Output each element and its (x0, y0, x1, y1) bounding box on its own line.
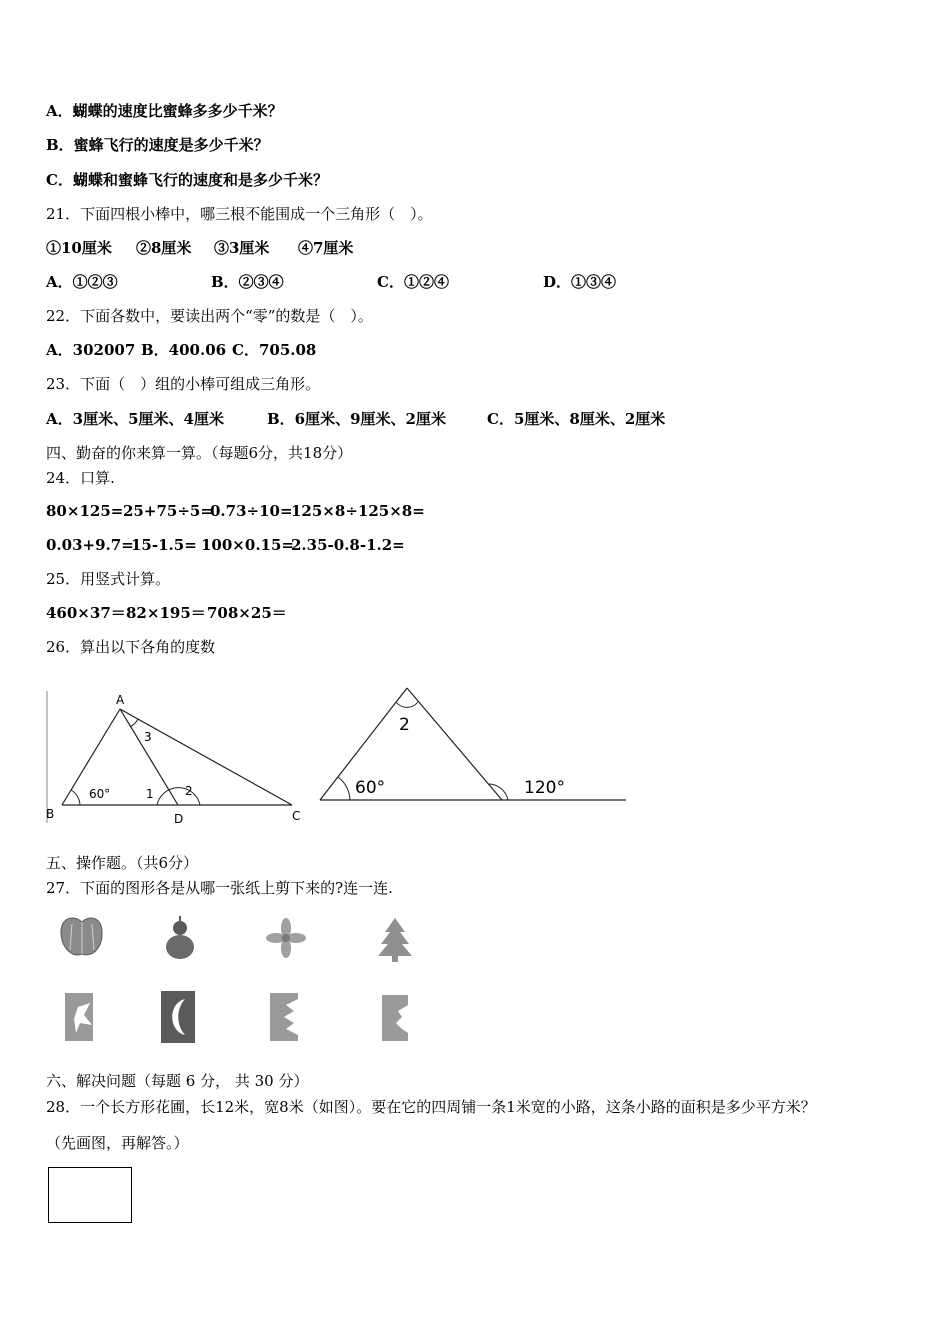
fig1-angle-2: 2 (185, 784, 193, 798)
q21-stick-4: ④7厘米 (298, 239, 354, 257)
apple-shape-icon (61, 918, 102, 955)
q28-rectangle-figure (48, 1167, 132, 1223)
q26-figure-1 (40, 685, 310, 830)
fig1-angle-3: 3 (144, 730, 152, 744)
q23-option-a: A．3厘米、5厘米、4厘米 (46, 410, 224, 428)
fig1-angle-1: 1 (146, 787, 154, 801)
q21-stick-2: ②8厘米 (136, 239, 192, 257)
q22-stem: 22．下面各数中，要读出两个“零”的数是（ ）。 (46, 307, 373, 325)
q24-row2 (46, 535, 405, 555)
q23-stem: 23．下面（ ）组的小棒可组成三角形。 (46, 375, 321, 393)
q23-option-b: B．6厘米、9厘米、2厘米 (267, 410, 446, 428)
q26-stem: 26．算出以下各角的度数 (46, 638, 216, 656)
q27-shapes-top (40, 908, 440, 968)
q21-stick-3: ③3厘米 (214, 239, 270, 257)
q25-item: 708×25＝ (207, 604, 287, 622)
fig1-label-b: B (46, 807, 55, 821)
q27-shapes-bottom (40, 985, 440, 1050)
section4-title: 四、勤奋的你来算一算。（每题6分，共18分） (46, 444, 353, 462)
q24-item: 0.73÷10= (210, 502, 293, 520)
q23-options (46, 409, 665, 429)
q24-item: 125×8÷125×8= (291, 502, 425, 520)
fig2-angle-left: 60° (355, 778, 386, 798)
q21-option-d: D．①③④ (543, 273, 617, 291)
fig2-angle-top: 2 (399, 715, 410, 735)
q21-stick-1: ①10厘米 (46, 239, 112, 257)
q25-stem: 25．用竖式计算。 (46, 570, 171, 588)
q23-option-c: C．5厘米、8厘米、2厘米 (487, 410, 666, 428)
fig1-label-c: C (292, 809, 301, 823)
paper-2-icon (161, 991, 195, 1043)
q25-items (46, 603, 287, 623)
paper-3-icon (270, 993, 298, 1041)
fig1-arc-a (130, 719, 138, 727)
q20-option-c: C．蝴蝶和蜜蜂飞行的速度和是多少千米？ (46, 171, 328, 189)
q21-options (46, 272, 616, 292)
fig2-arc-top (396, 702, 418, 707)
q21-sticks (46, 238, 353, 258)
q24-stem: 24．口算. (46, 469, 115, 487)
q24-item: 25+75÷5= (123, 502, 213, 520)
section6-title: 六、解决问题（每题 6 分， 共 30 分） (46, 1072, 309, 1090)
section5-title: 五、操作题。（共6分） (46, 854, 199, 872)
q24-item: 80×125= (46, 502, 124, 520)
q28-note: （先画图，再解答。） (46, 1134, 189, 1152)
fig1-label-a: A (116, 693, 125, 707)
fig1-label-d: D (174, 812, 184, 826)
q24-item: 100×0.15= (201, 536, 294, 554)
paper-4-icon (382, 995, 408, 1041)
q21-stem: 21．下面四根小棒中，哪三根不能围成一个三角形（ ）。 (46, 205, 433, 223)
q20-option-a: A．蝴蝶的速度比蜜蜂多多少千米？ (46, 102, 283, 120)
fig1-arc-b (71, 790, 80, 805)
q22-options (46, 340, 316, 360)
flower-shape-icon (266, 918, 306, 958)
q24-item: 2.35-0.8-1.2= (291, 536, 405, 554)
fig1-arc-d (157, 788, 200, 805)
q25-item: 82×195＝ (126, 604, 206, 622)
fig1-angle-b: 60° (89, 787, 111, 801)
q22-option-b: B．400.06 (141, 341, 227, 359)
q24-item: 15-1.5= (131, 536, 197, 554)
paper-1-icon (65, 993, 93, 1041)
fig2-right-side (407, 688, 502, 800)
q24-item: 0.03+9.7= (46, 536, 134, 554)
q27-stem: 27．下面的图形各是从哪一张纸上剪下来的?连一连. (46, 879, 393, 897)
q22-option-a: A．302007 (46, 341, 136, 359)
q25-item: 460×37＝ (46, 604, 126, 622)
q22-option-c: C．705.08 (232, 341, 317, 359)
q21-option-b: B．②③④ (211, 273, 284, 291)
q21-option-a: A．①②③ (46, 273, 118, 291)
q24-row1 (46, 501, 425, 521)
gourd-shape-icon (166, 916, 194, 959)
fig2-angle-ext: 120° (524, 778, 565, 798)
tree-shape-icon (378, 918, 412, 962)
fig2-arc-left (338, 777, 350, 800)
q20-option-b: B．蜜蜂飞行的速度是多少千米？ (46, 136, 269, 154)
q26-figure-2 (310, 680, 630, 810)
q21-option-c: C．①②④ (377, 273, 449, 291)
q28-stem: 28．一个长方形花圃，长12米，宽8米（如图）。要在它的四周铺一条1米宽的小路，这条小路的面积是多少平方米？ (46, 1098, 816, 1116)
